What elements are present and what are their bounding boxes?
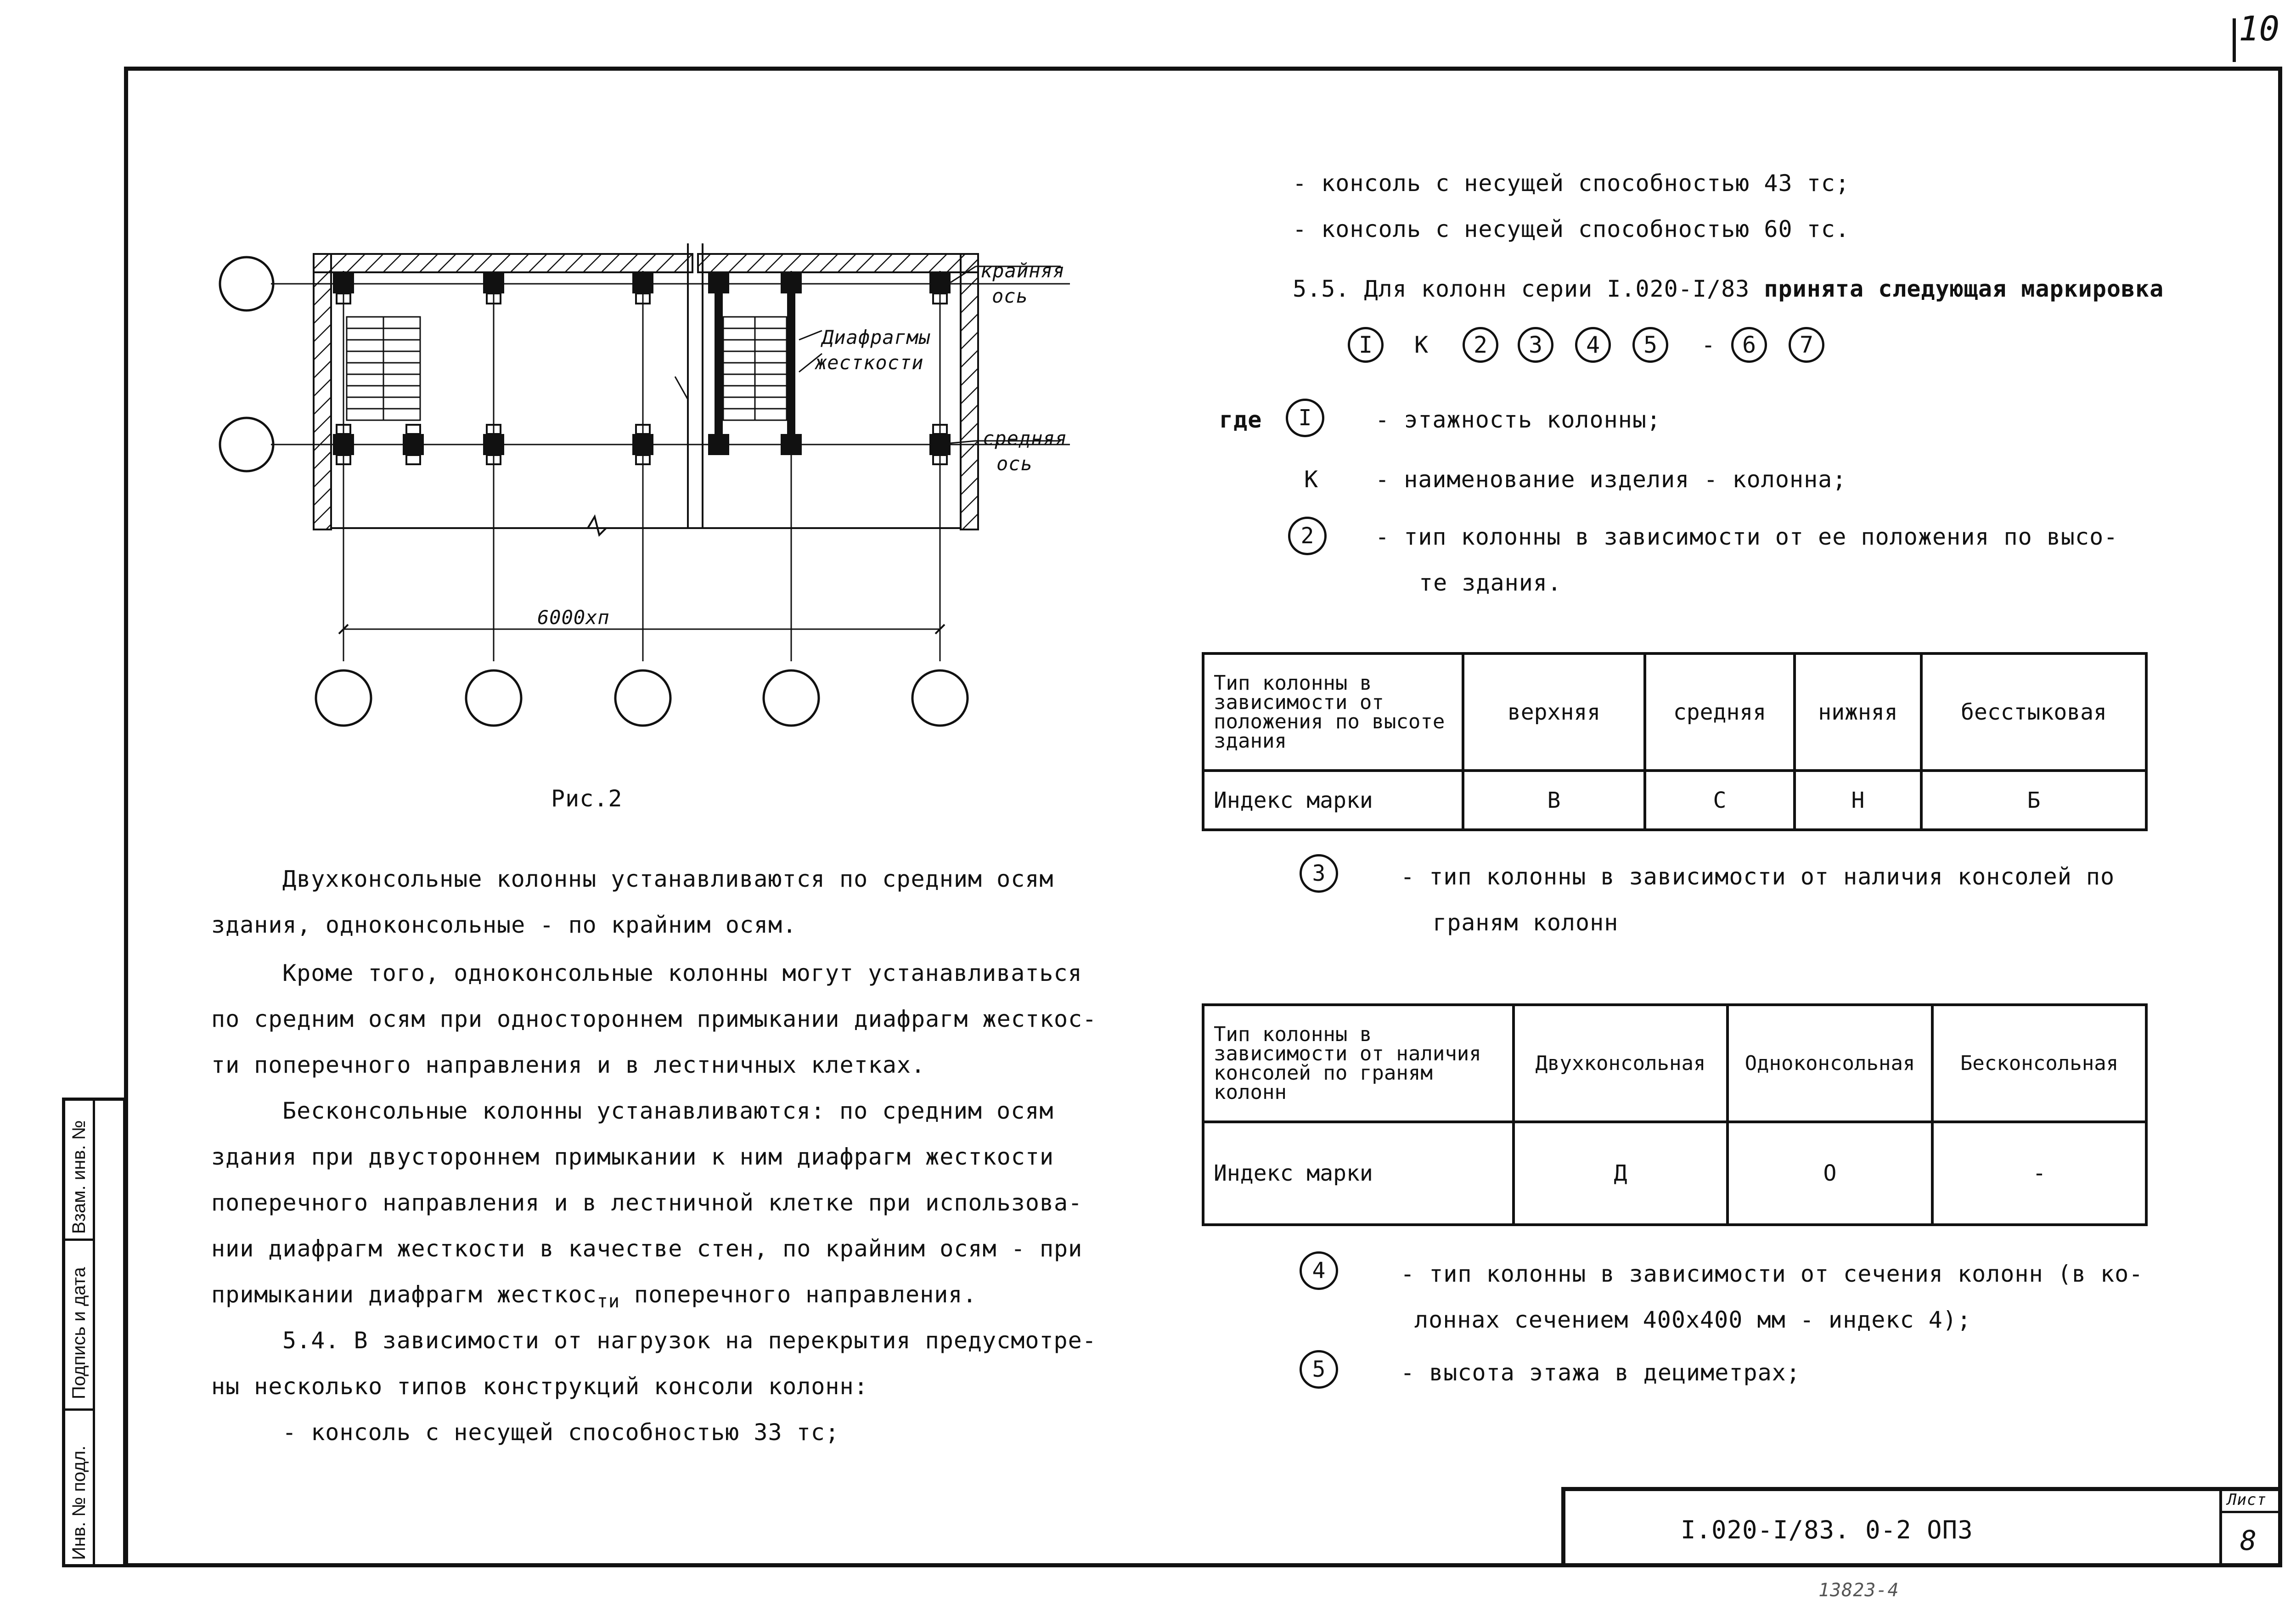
def3-text-a: - тип колонны в зависимости от наличия консолей по	[1401, 863, 2115, 890]
floor-plan-figure	[202, 230, 1120, 758]
def5-text: - высота этажа в дециметрах;	[1401, 1359, 1801, 1386]
def5-symbol: 5	[1300, 1350, 1338, 1389]
left-text-line-12: ны несколько типов конструкций консоли колонн:	[211, 1373, 868, 1400]
footer-mark: 13823-4	[1818, 1580, 1899, 1601]
document-designation: I.020-I/83. 0-2 ОПЗ	[1681, 1515, 1973, 1544]
title-block-divider	[2219, 1487, 2222, 1567]
right-line-3: 5.5. Для колонн серии I.020-I/83 принята следующая маркировка	[1293, 276, 2164, 302]
mark-sym-2: 2	[1463, 327, 1498, 363]
mark-sym-3: 3	[1518, 327, 1553, 363]
right-line-1: - консоль с несущей способностью 43 тс;	[1293, 170, 1850, 197]
table2-header-label: Тип колонны в зависимости от наличия консолей по граням колонн	[1203, 1005, 1514, 1122]
sign-date-label: Подпись и дата	[69, 1267, 89, 1399]
table2-row-label: Индекс марки	[1203, 1122, 1514, 1225]
table1-v1: В	[1463, 771, 1645, 830]
mark-sym-1: I	[1348, 327, 1384, 363]
left-text-line-4: по средним осям при одностороннем примыкании диафрагм жесткос-	[211, 1006, 1097, 1032]
left-text-line-6: Бесконсольные колонны устанавливаются: по средним осям	[282, 1098, 1054, 1124]
left-text-line-10: примыкании диафрагм жесткос$_{ти}$ поперечного направления.	[211, 1281, 977, 1312]
sheet-label: Лист	[2227, 1491, 2267, 1509]
mark-sym-6: 6	[1731, 327, 1767, 363]
left-text-line-8: поперечного направления и в лестничной клетке при использова-	[211, 1189, 1083, 1216]
label-outer-axis-1: крайняя	[980, 259, 1065, 282]
def4-text-a: - тип колонны в зависимости от сечения колонн (в ко-	[1401, 1261, 2144, 1287]
left-text-line-5: ти поперечного направления и в лестничных клетках.	[211, 1052, 926, 1078]
def3-symbol: 3	[1300, 854, 1338, 893]
defk-text: - наименование изделия - колонна;	[1375, 466, 1847, 493]
left-text-line-3: Кроме того, одноконсольные колонны могут устанавливаться	[282, 960, 1082, 986]
table1-header-label: Тип колонны в зависимости от положения по высоте здания	[1203, 653, 1463, 771]
inv-podl-label: Инв. № подл.	[69, 1445, 89, 1560]
table-position-type	[1202, 652, 2148, 831]
label-diaphragm-1: Диафрагмы	[822, 326, 931, 349]
label-outer-axis-2: ось	[992, 285, 1028, 307]
table1-h1: верхняя	[1463, 653, 1645, 771]
corner-bar	[2233, 18, 2236, 62]
table2-h1: Двухконсольная	[1514, 1005, 1728, 1122]
left-text-line-7: здания при двустороннем примыкании к ним диафрагм жесткости	[211, 1143, 1054, 1170]
mark-sym-4: 4	[1575, 327, 1611, 363]
table2-h3: Бесконсольная	[1932, 1005, 2146, 1122]
table1-v2: С	[1645, 771, 1795, 830]
left-text-line-1: Двухконсольные колонны устанавливаются по средним осям	[282, 866, 1054, 892]
left-text-line-2: здания, одноконсольные - по крайним осям.	[211, 912, 797, 938]
dimension-label: 6000хп	[537, 606, 610, 629]
label-middle-axis-1: средняя	[983, 427, 1068, 450]
def2-text-a: - тип колонны в зависимости от ее положения по высо-	[1375, 524, 2118, 550]
right-line-2: - консоль с несущей способностью 60 тс.	[1293, 216, 1850, 242]
table1-row-label: Индекс марки	[1203, 771, 1463, 830]
defk-symbol: К	[1304, 466, 1319, 493]
title-block-sheet-divider	[2219, 1511, 2282, 1513]
table1-h4: бесстыковая	[1921, 653, 2146, 771]
table2-v2: О	[1728, 1122, 1932, 1225]
def2-text-b: те здания.	[1419, 569, 1562, 596]
def2-symbol: 2	[1288, 517, 1327, 555]
def1-text: - этажность колонны;	[1375, 406, 1661, 433]
label-middle-axis-2: ось	[996, 452, 1033, 475]
mark-sym-5: 5	[1632, 327, 1668, 363]
table2-v1: Д	[1514, 1122, 1728, 1225]
table1-v3: Н	[1795, 771, 1921, 830]
vzam-inv-label: Взам. инв. №	[69, 1120, 89, 1234]
table-console-type	[1202, 1003, 2148, 1226]
def3-text-b: граням колонн	[1433, 909, 1619, 936]
where-label: где	[1219, 406, 1262, 433]
left-text-line-9: нии диафрагм жесткости в качестве стен, по крайним осям - при	[211, 1235, 1083, 1262]
side-stamp	[62, 1098, 126, 1567]
mark-sym-k: К	[1414, 332, 1429, 358]
def4-symbol: 4	[1300, 1251, 1338, 1290]
left-text-line-11: 5.4. В зависимости от нагрузок на перекрытия предусмотре-	[282, 1327, 1097, 1354]
table1-h2: средняя	[1645, 653, 1795, 771]
mark-sym-7: 7	[1789, 327, 1824, 363]
corner-sheet-number: 10	[2239, 9, 2280, 49]
table1-h3: нижняя	[1795, 653, 1921, 771]
figure-caption: Рис.2	[551, 785, 623, 812]
left-text-line-13: - консоль с несущей способностью 33 тс;	[282, 1419, 839, 1446]
sheet-number: 8	[2240, 1525, 2257, 1557]
table2-h2: Одноконсольная	[1728, 1005, 1932, 1122]
label-diaphragm-2: жесткости	[815, 351, 924, 374]
mark-dash: -	[1701, 332, 1716, 358]
table1-v4: Б	[1921, 771, 2146, 830]
def4-text-b: лоннах сечением 400х400 мм - индекс 4);	[1414, 1306, 1971, 1333]
table2-v3: -	[1932, 1122, 2146, 1225]
def1-symbol: I	[1286, 399, 1324, 437]
